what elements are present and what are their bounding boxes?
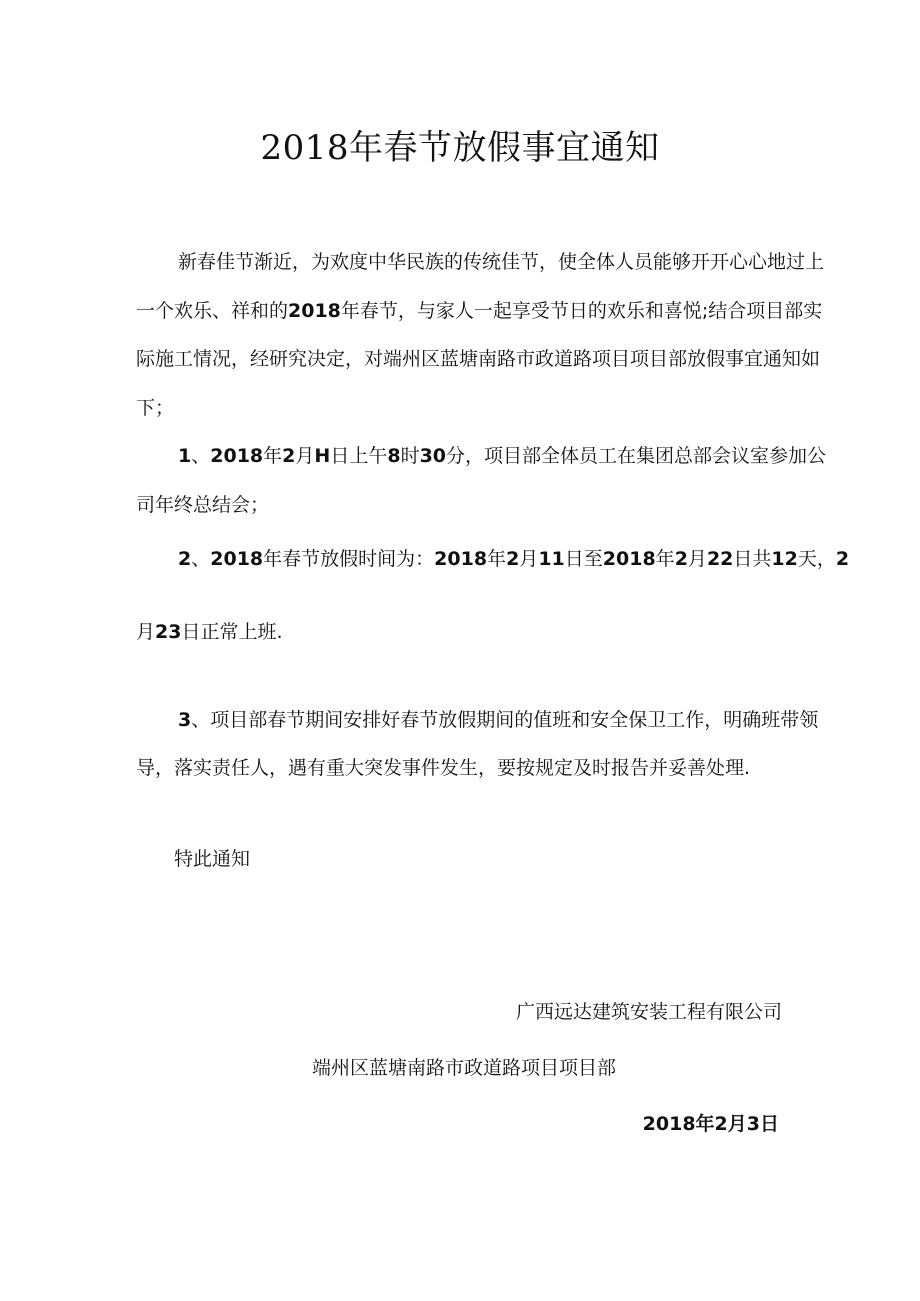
- notice-item-2-line-2: 月23日正常上班.: [136, 621, 283, 643]
- signature-department: 端州区蓝塘南路市政道路项目项目部: [312, 1057, 617, 1079]
- signature-company: 广西远达建筑安装工程有限公司: [515, 1001, 782, 1023]
- notice-item-2-line-1: 2、2018年春节放假时间为：2018年2月11日至2018年2月22日共12天，2: [178, 548, 850, 570]
- signature-date: 2018年2月3日: [642, 1113, 779, 1135]
- notice-item-1: 1、2018年2月H日上午8时30分，项目部全体员工在集团总部会议室参加公司年终总结会；: [136, 445, 827, 516]
- document-title: 2018年春节放假事宜通知: [260, 128, 660, 168]
- intro-paragraph: 新春佳节渐近，为欢度中华民族的传统佳节，使全体人员能够开开心心地过上一个欢乐、祥和的2018年春节，与家人一起享受节日的欢乐和喜悦;结合项目部实际施工情况，经研究决定，对端州区蓝塘南路市政道路项目项目部放假事宜通知如下；: [136, 251, 825, 419]
- notice-item-3: 3、项目部春节期间安排好春节放假期间的值班和安全保卫工作，明确班带领导，落实责任人，遇有重大突发事件发生，要按规定及时报告并妥善处理.: [136, 709, 819, 779]
- closing-phrase: 特此通知: [174, 848, 251, 870]
